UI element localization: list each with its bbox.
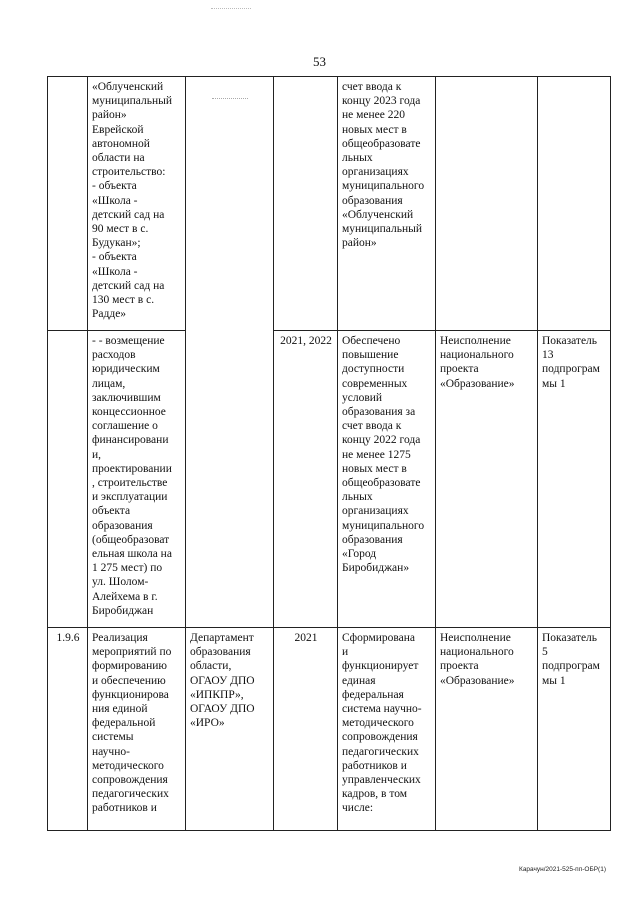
cell-measure: «Облученский муниципальный район» Еврейской автономной области на строительство: - объекта «Школа - детский сад на 90 мест в с. Будукан»; - объекта «Школа - детский сад на 130 мест в с. Радде» <box>88 77 186 331</box>
cell-num: 1.9.6 <box>48 628 88 831</box>
cell-num <box>48 331 88 628</box>
cell-consequence <box>436 77 538 331</box>
scan-artifact <box>211 8 251 11</box>
cell-consequence: Неисполнение национального проекта «Образование» <box>436 628 538 831</box>
cell-indicator: Показатель 13 подпрограм мы 1 <box>538 331 611 628</box>
table-row <box>48 77 611 331</box>
cell-executor: Департамент образования области, ОГАОУ ДПО «ИПКПР», ОГАОУ ДПО «ИРО» <box>186 628 274 831</box>
cell-consequence: Неисполнение национального проекта «Образование» <box>436 331 538 628</box>
cell-result: счет ввода к концу 2023 года не менее 220 новых мест в общеобразовате льных организациях муниципального образования «Облученский муниципальный район» <box>338 77 436 331</box>
page-number: 53 <box>313 54 326 69</box>
table-row <box>48 628 611 831</box>
cell-measure: - - возмещение расходов юридическим лицам, заключившим концессионное соглашение о финансировани и, проектировании , строительстве и эксплуатации объекта образования (общеобразоват ельная школа на 1 275 мест) по ул. Шолом- Алейхема в г. Биробиджан <box>88 331 186 628</box>
cell-year <box>274 77 338 331</box>
scan-artifact <box>212 98 248 99</box>
cell-year: 2021 <box>274 628 338 831</box>
cell-measure: Реализация мероприятий по формированию и обеспечению функционирова ния единой федеральной системы научно- методического сопровождения педагогических работников и <box>88 628 186 831</box>
cell-executor <box>186 77 274 628</box>
table-row <box>48 331 611 628</box>
document-code: Карачун/2021-525-пп-ОБР(1) <box>519 866 606 873</box>
measures-table <box>47 76 611 831</box>
cell-num <box>48 77 88 331</box>
cell-result: Обеспечено повышение доступности современных условий образования за счет ввода к концу 2022 года не менее 1275 новых мест в общеобразовате льных организациях муниципального образования «Город Биробиджан» <box>338 331 436 628</box>
cell-result: Сформирована и функционирует единая федеральная система научно- методического сопровождения педагогических работников и управленческих кадров, в том числе: <box>338 628 436 831</box>
cell-indicator <box>538 77 611 331</box>
cell-indicator: Показатель 5 подпрограм мы 1 <box>538 628 611 831</box>
cell-year: 2021, 2022 <box>274 331 338 628</box>
